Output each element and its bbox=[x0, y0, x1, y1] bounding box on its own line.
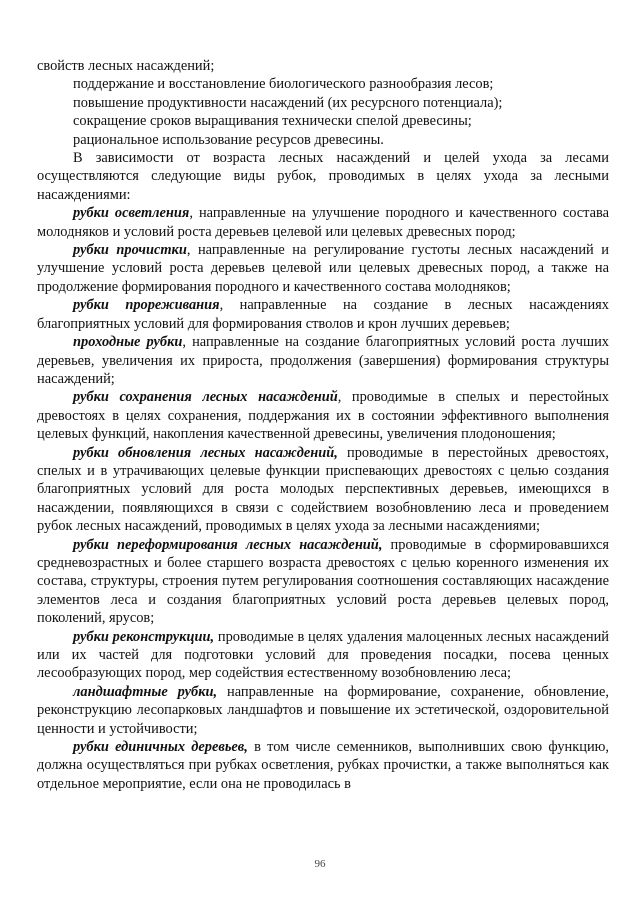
term-description: , направленные на улучшение породного и качественного состава молодняков и условий роста деревьев целевой или целевых древесных пород; bbox=[37, 205, 609, 240]
term-description: , направленные на создание благоприятных условий роста лучших деревьев, увеличения их прироста, продолжения (завершения) формирования структуры насаждений; bbox=[37, 334, 609, 387]
term-description: проводимые в сформировавшихся средневозрастных и более старшего возраста древостоях с целью коренного изменения их состава, структуры, строения путем регулирования соотношения составляющих насаждение элементов леса и создания благоприятных условий роста деревьев целевых пород, поколений, ярусов; bbox=[37, 536, 609, 627]
page-text bbox=[37, 57, 609, 793]
term-description: проводимые в целях удаления малоценных лесных насаждений или их частей для подготовки условий для проведения посадки, посева ценных лесообразующих пород, мер содействия естественному возобновлению леса; bbox=[37, 628, 609, 682]
term: рубки прочистки bbox=[73, 242, 187, 259]
term: рубки переформирования лесных насаждений, bbox=[73, 536, 383, 553]
list-item bbox=[37, 444, 609, 536]
term: рубки реконструкции, bbox=[73, 628, 215, 645]
list-item bbox=[37, 738, 609, 793]
term-description: , направленные на регулирование густоты лесных насаждений и улучшение условий роста деревьев целевой или целевых древесных пород, а также на продолжение формирования породного и качественного состава молодняков; bbox=[37, 242, 609, 295]
term-description: проводимые в перестойных древостоях, спелых и в утрачивающих целевые функции приспевающих древостоях с целью создания благоприятных условий для роста молодых перспективных деревьев, имеющихся в насаждении, появляющихся в связи с содействием возобновлению леса и проведением рубок лесных насаждений, проводимых в целях ухода за лесными насаждениями; bbox=[37, 444, 609, 535]
list-item bbox=[37, 683, 609, 738]
list-item bbox=[37, 241, 609, 296]
term: рубки сохранения лесных насаждений bbox=[73, 389, 338, 406]
intro-paragraph: В зависимости от возраста лесных насаждений и целей ухода за лесами осуществляются следующие виды рубок, проводимых в целях ухода за лесными насаждениями: bbox=[37, 150, 609, 203]
list-item bbox=[37, 628, 609, 683]
text-line: повышение продуктивности насаждений (их ресурсного потенциала); bbox=[73, 94, 503, 111]
page-number: 96 bbox=[314, 858, 326, 870]
term: проходные рубки bbox=[73, 334, 183, 351]
list-item bbox=[37, 536, 609, 628]
term: рубки единичных деревьев, bbox=[73, 739, 248, 756]
term-description: направленные на формирование, сохранение, обновление, реконструкцию лесопарковых ландшафтов и повышение их эстетической, оздоровительной ценности и устойчивости; bbox=[37, 683, 609, 737]
text-line: свойств лесных насаждений; bbox=[37, 58, 215, 74]
term-description: , направленные на создание в лесных насаждениях благоприятных условий для формирования стволов и крон лучших деревьев; bbox=[37, 297, 609, 332]
list-item bbox=[37, 388, 609, 443]
list-item bbox=[37, 333, 609, 388]
term-description: , проводимые в спелых и перестойных древостоях в целях сохранения, поддержания их в состоянии эффективного выполнения целевых функций, накопления качественной древесины, увеличения плодоношения; bbox=[37, 389, 609, 443]
text-line: поддержание и восстановление биологического разнообразия лесов; bbox=[73, 76, 494, 93]
text-line: рациональное использование ресурсов древесины. bbox=[73, 131, 384, 148]
term: рубки прореживания bbox=[73, 297, 220, 314]
term-description: в том числе семенников, выполнивших свою функцию, должна осуществляться при рубках осветления, рубках прочистки, а также выполняться как отдельное мероприятие, если она не проводилась в bbox=[37, 739, 609, 792]
term: рубки обновления лесных насаждений, bbox=[73, 444, 338, 461]
term: ландшафтные рубки, bbox=[73, 683, 218, 700]
term: рубки осветления bbox=[73, 205, 190, 222]
text-line: сокращение сроков выращивания технически спелой древесины; bbox=[73, 113, 472, 130]
list-item bbox=[37, 296, 609, 333]
list-item bbox=[37, 204, 609, 241]
